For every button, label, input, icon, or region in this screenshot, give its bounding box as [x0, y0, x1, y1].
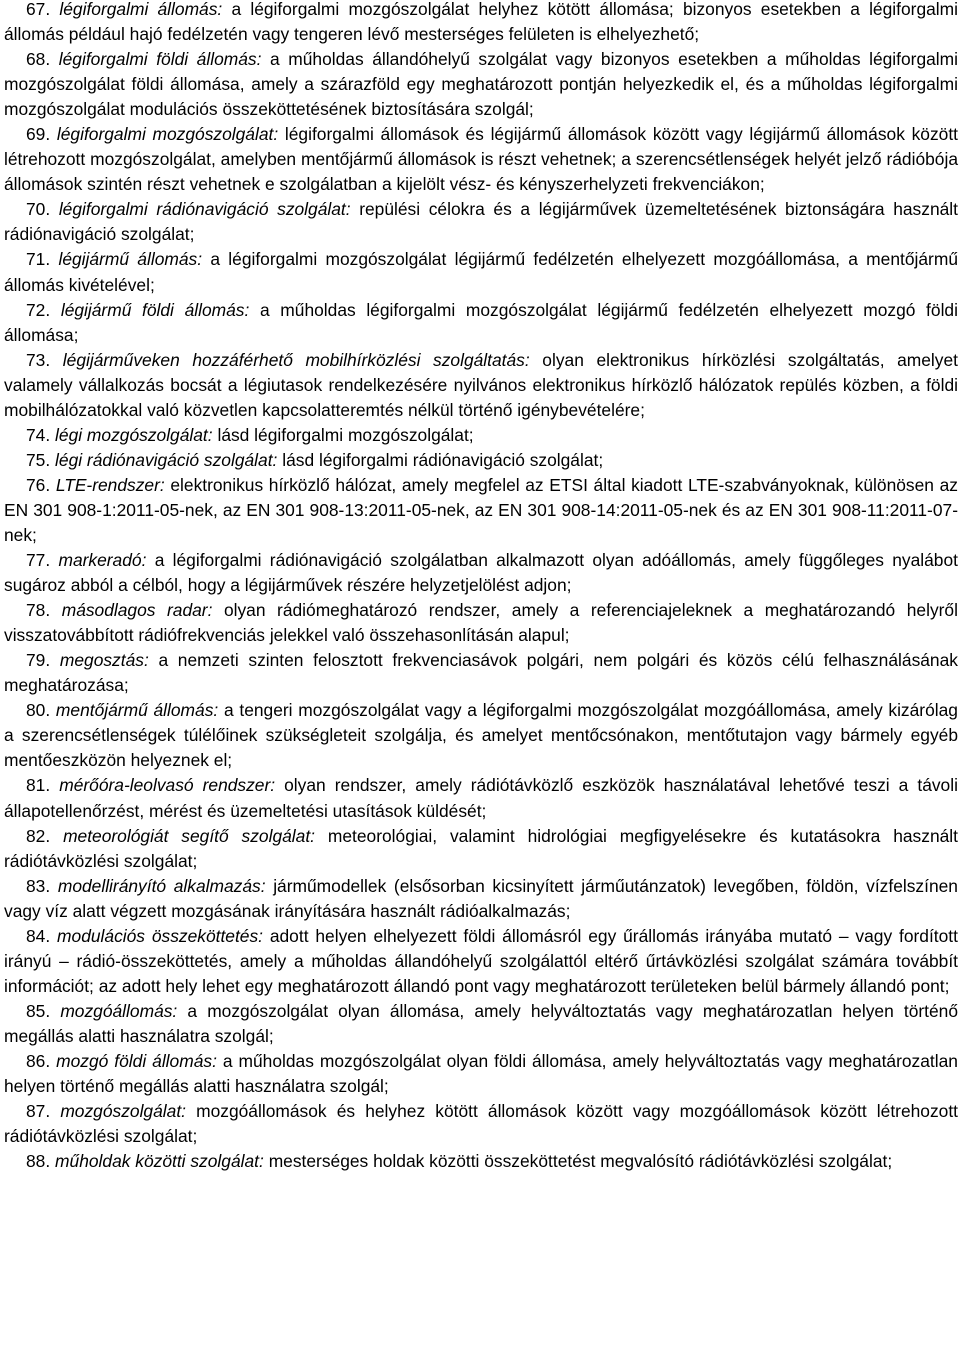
entry-number: 71.	[26, 249, 51, 270]
entry-term: mozgószolgálat:	[60, 1101, 186, 1122]
entry-text: a műholdas légiforgalmi mozgószolgálat légijármű fedélzetén elhelyezett mozgó földi állomása;	[4, 299, 958, 345]
entry-number: 69.	[26, 124, 51, 145]
entry-number: 67.	[26, 0, 51, 19]
entry-term: légiforgalmi állomás:	[59, 0, 223, 19]
entry-term: LTE-rendszer:	[55, 474, 165, 495]
entry-text: mesterséges holdak közötti összeköttetést megvalósító rádiótávközlési szolgálat;	[268, 1151, 893, 1172]
definition-entry	[4, 648, 958, 698]
entry-term: másodlagos radar:	[61, 600, 213, 621]
entry-text: lásd légiforgalmi mozgószolgálat;	[217, 424, 474, 445]
entry-term: mérőóra-leolvasó rendszer:	[59, 775, 276, 796]
definition-entry	[4, 548, 958, 598]
entry-number: 75.	[26, 449, 51, 470]
entry-term: mozgóállomás:	[60, 1000, 178, 1021]
entry-number: 74.	[26, 424, 51, 445]
entry-text: elektronikus hírközlő hálózat, amely megfelel az ETSI által kiadott LTE-szabványoknak, különösen az EN 301 908-1:2011-05-nek, az EN 301 908-13:2011-05-nek, az EN 301 908-14:2011-05-nek és az EN 301 908-11:2011-07-nek;	[4, 474, 958, 545]
entry-number: 77.	[26, 550, 51, 571]
entry-number: 78.	[26, 600, 51, 621]
entry-number: 80.	[26, 700, 51, 721]
entry-term: légijárműveken hozzáférhető mobilhírközlési szolgáltatás:	[62, 349, 530, 370]
entry-text: a nemzeti szinten felosztott frekvenciasávok polgári, nem polgári és közös célú felhasználásának meghatározása;	[4, 650, 958, 696]
entry-term: modellirányító alkalmazás:	[57, 875, 266, 896]
definition-entry	[4, 824, 958, 874]
entry-number: 81.	[26, 775, 51, 796]
entry-number: 83.	[26, 875, 51, 896]
definition-entry	[4, 247, 958, 297]
entry-term: meteorológiát segítő szolgálat:	[63, 825, 315, 846]
definition-entry	[4, 122, 958, 197]
entry-term: markeradó:	[58, 550, 147, 571]
entry-text: a műholdas mozgószolgálat olyan földi állomása, amely helyváltoztatás vagy meghatározatlan helyen történő megállás alatti használatra szolgál;	[4, 1050, 958, 1097]
definition-entry	[4, 874, 958, 924]
entry-text: a műholdas állandóhelyű szolgálat vagy bizonyos esetekben a műholdas légiforgalmi mozgószolgálat földi állomása, amely a szárazföld egy meghatározott pontján helyezkedik el, és a műholdas légiforgalmi mozgószolgálat modulációs összeköttetésének biztosítására szolgál;	[4, 49, 959, 120]
entry-term: légiforgalmi mozgószolgálat:	[56, 124, 279, 145]
entry-text: járműmodellek (elsősorban kicsinyített járműutánzatok) levegőben, földön, vízfelszínen vagy víz alatt végzett mozgásának irányítására használt rádióalkalmazás;	[4, 875, 958, 921]
entry-number: 76.	[26, 474, 51, 495]
entry-term: légijármű földi állomás:	[60, 299, 250, 320]
entry-text: adott helyen elhelyezett földi állomásról egy űrállomás irányába mutató – vagy fordított irányú – rádió-összeköttetés, amely a műholdas állandóhelyű szolgálattól eltérő űrtávközlési szolgálat számára továbbít információt; az adott hely lehet egy meghatározott állandó pont vagy meghatározott területeken belül bármely állandó pont;	[4, 925, 958, 996]
entry-text: meteorológiai, valamint hidrológiai megfigyelésekre és kutatásokra használt rádiótávközlési szolgálat;	[4, 825, 958, 871]
entry-number: 85.	[26, 1000, 51, 1021]
entry-term: modulációs összeköttetés:	[57, 925, 263, 946]
definition-entry	[4, 924, 958, 999]
definition-entry	[4, 1149, 958, 1174]
entry-number: 79.	[26, 650, 51, 671]
entry-term: légi mozgószolgálat:	[55, 424, 213, 445]
entry-number: 82.	[26, 825, 51, 846]
entry-number: 70.	[26, 199, 51, 220]
definition-entry	[4, 598, 958, 648]
entry-text: a légiforgalmi mozgószolgálat helyhez kötött állomása; bizonyos esetekben a légiforgalmi állomás például hajó fedélzetén vagy tengeren lévő mesterséges felületen is elhelyezhető;	[4, 0, 958, 45]
definition-entry	[4, 298, 958, 348]
entry-term: légiforgalmi rádiónavigáció szolgálat:	[58, 199, 351, 220]
entry-number: 86.	[26, 1050, 51, 1071]
definition-entry	[4, 698, 958, 773]
entry-number: 87.	[26, 1101, 51, 1122]
definition-entry	[4, 423, 958, 448]
entry-term: műholdak közötti szolgálat:	[55, 1151, 264, 1172]
definition-entry	[4, 473, 958, 548]
entry-text: a tengeri mozgószolgálat vagy a légiforgalmi mozgószolgálat mozgóállomása, amely kizárólag a szerencsétlenségek túlélőinek szükségleteit szolgálja, és amelyet mentőcsónakon, mentőtutajon vagy bármely egyéb mentőeszközön helyeznek el;	[4, 700, 958, 771]
entry-term: légiforgalmi földi állomás:	[58, 49, 262, 70]
entry-number: 88.	[26, 1151, 51, 1172]
entry-term: légi rádiónavigáció szolgálat:	[55, 449, 278, 470]
entry-text: lásd légiforgalmi rádiónavigáció szolgálat;	[282, 449, 604, 470]
definition-entry	[4, 1099, 958, 1149]
definition-entry	[4, 47, 958, 122]
entry-text: a légiforgalmi rádiónavigáció szolgálatban alkalmazott olyan adóállomás, amely függőleges nyalábot sugároz abból a célból, hogy a légijárművek részére helyzetjelölést adjon;	[4, 550, 958, 596]
entry-text: légiforgalmi állomások és légijármű állomások között vagy légijármű állomások között létrehozott mozgószolgálat, amelyben mentőjármű állomások is részt vehetnek; a szerencsétlenségek helyét jelző rádióbója állomások szintén részt vehetnek e szolgálatban a kijelölt vész- és kényszerhelyzeti frekvenciákon;	[4, 124, 958, 195]
entry-term: légijármű állomás:	[58, 249, 203, 270]
entry-text: mozgóállomások és helyhez kötött állomások között vagy mozgóállomások között létrehozott rádiótávközlési szolgálat;	[4, 1101, 958, 1147]
entry-term: mozgó földi állomás:	[56, 1050, 217, 1071]
definition-entry	[4, 999, 958, 1049]
definition-entry	[4, 773, 958, 823]
entry-text: olyan elektronikus hírközlési szolgáltatás, amelyet valamely vállalkozás bocsát a légiutasok rendelkezésére nyilvános elektronikus hírközlő hálózatok repülés közben, a földi mobilhálózatokkal való közvetlen kapcsolatteremtés nélkül történő igénybevételére;	[4, 349, 958, 420]
entry-number: 72.	[26, 299, 51, 320]
entry-number: 68.	[26, 49, 51, 70]
entry-number: 73.	[26, 349, 51, 370]
entry-text: olyan rádiómeghatározó rendszer, amely a referenciajeleknek a meghatározandó helyről visszatovábbított rádiófrekvenciás jelekkel való összehasonlításán alapul;	[4, 600, 958, 646]
definition-entry	[4, 348, 958, 423]
entry-term: mentőjármű állomás:	[55, 700, 219, 721]
entry-text: olyan rendszer, amely rádiótávközlő eszközök használatával lehetővé teszi a távoli állapotellenőrzést, mérést és üzemeltetési utasítások küldését;	[4, 775, 958, 821]
definition-entry	[4, 448, 958, 473]
definition-entry	[4, 197, 958, 247]
definition-entry	[4, 1049, 958, 1099]
entry-text: a mozgószolgálat olyan állomása, amely helyváltoztatás vagy meghatározatlan helyen történő megállás alatti használatra szolgál;	[4, 1000, 958, 1046]
entry-text: a légiforgalmi mozgószolgálat légijármű fedélzetén elhelyezett mozgóállomása, a mentőjármű állomás kivételével;	[4, 249, 958, 295]
definition-entry	[4, 0, 958, 47]
entry-number: 84.	[26, 925, 51, 946]
entry-text: repülési célokra és a légijárművek üzemeltetésének biztonságára használt rádiónavigáció szolgálat;	[4, 199, 958, 245]
entry-term: megosztás:	[59, 650, 149, 671]
